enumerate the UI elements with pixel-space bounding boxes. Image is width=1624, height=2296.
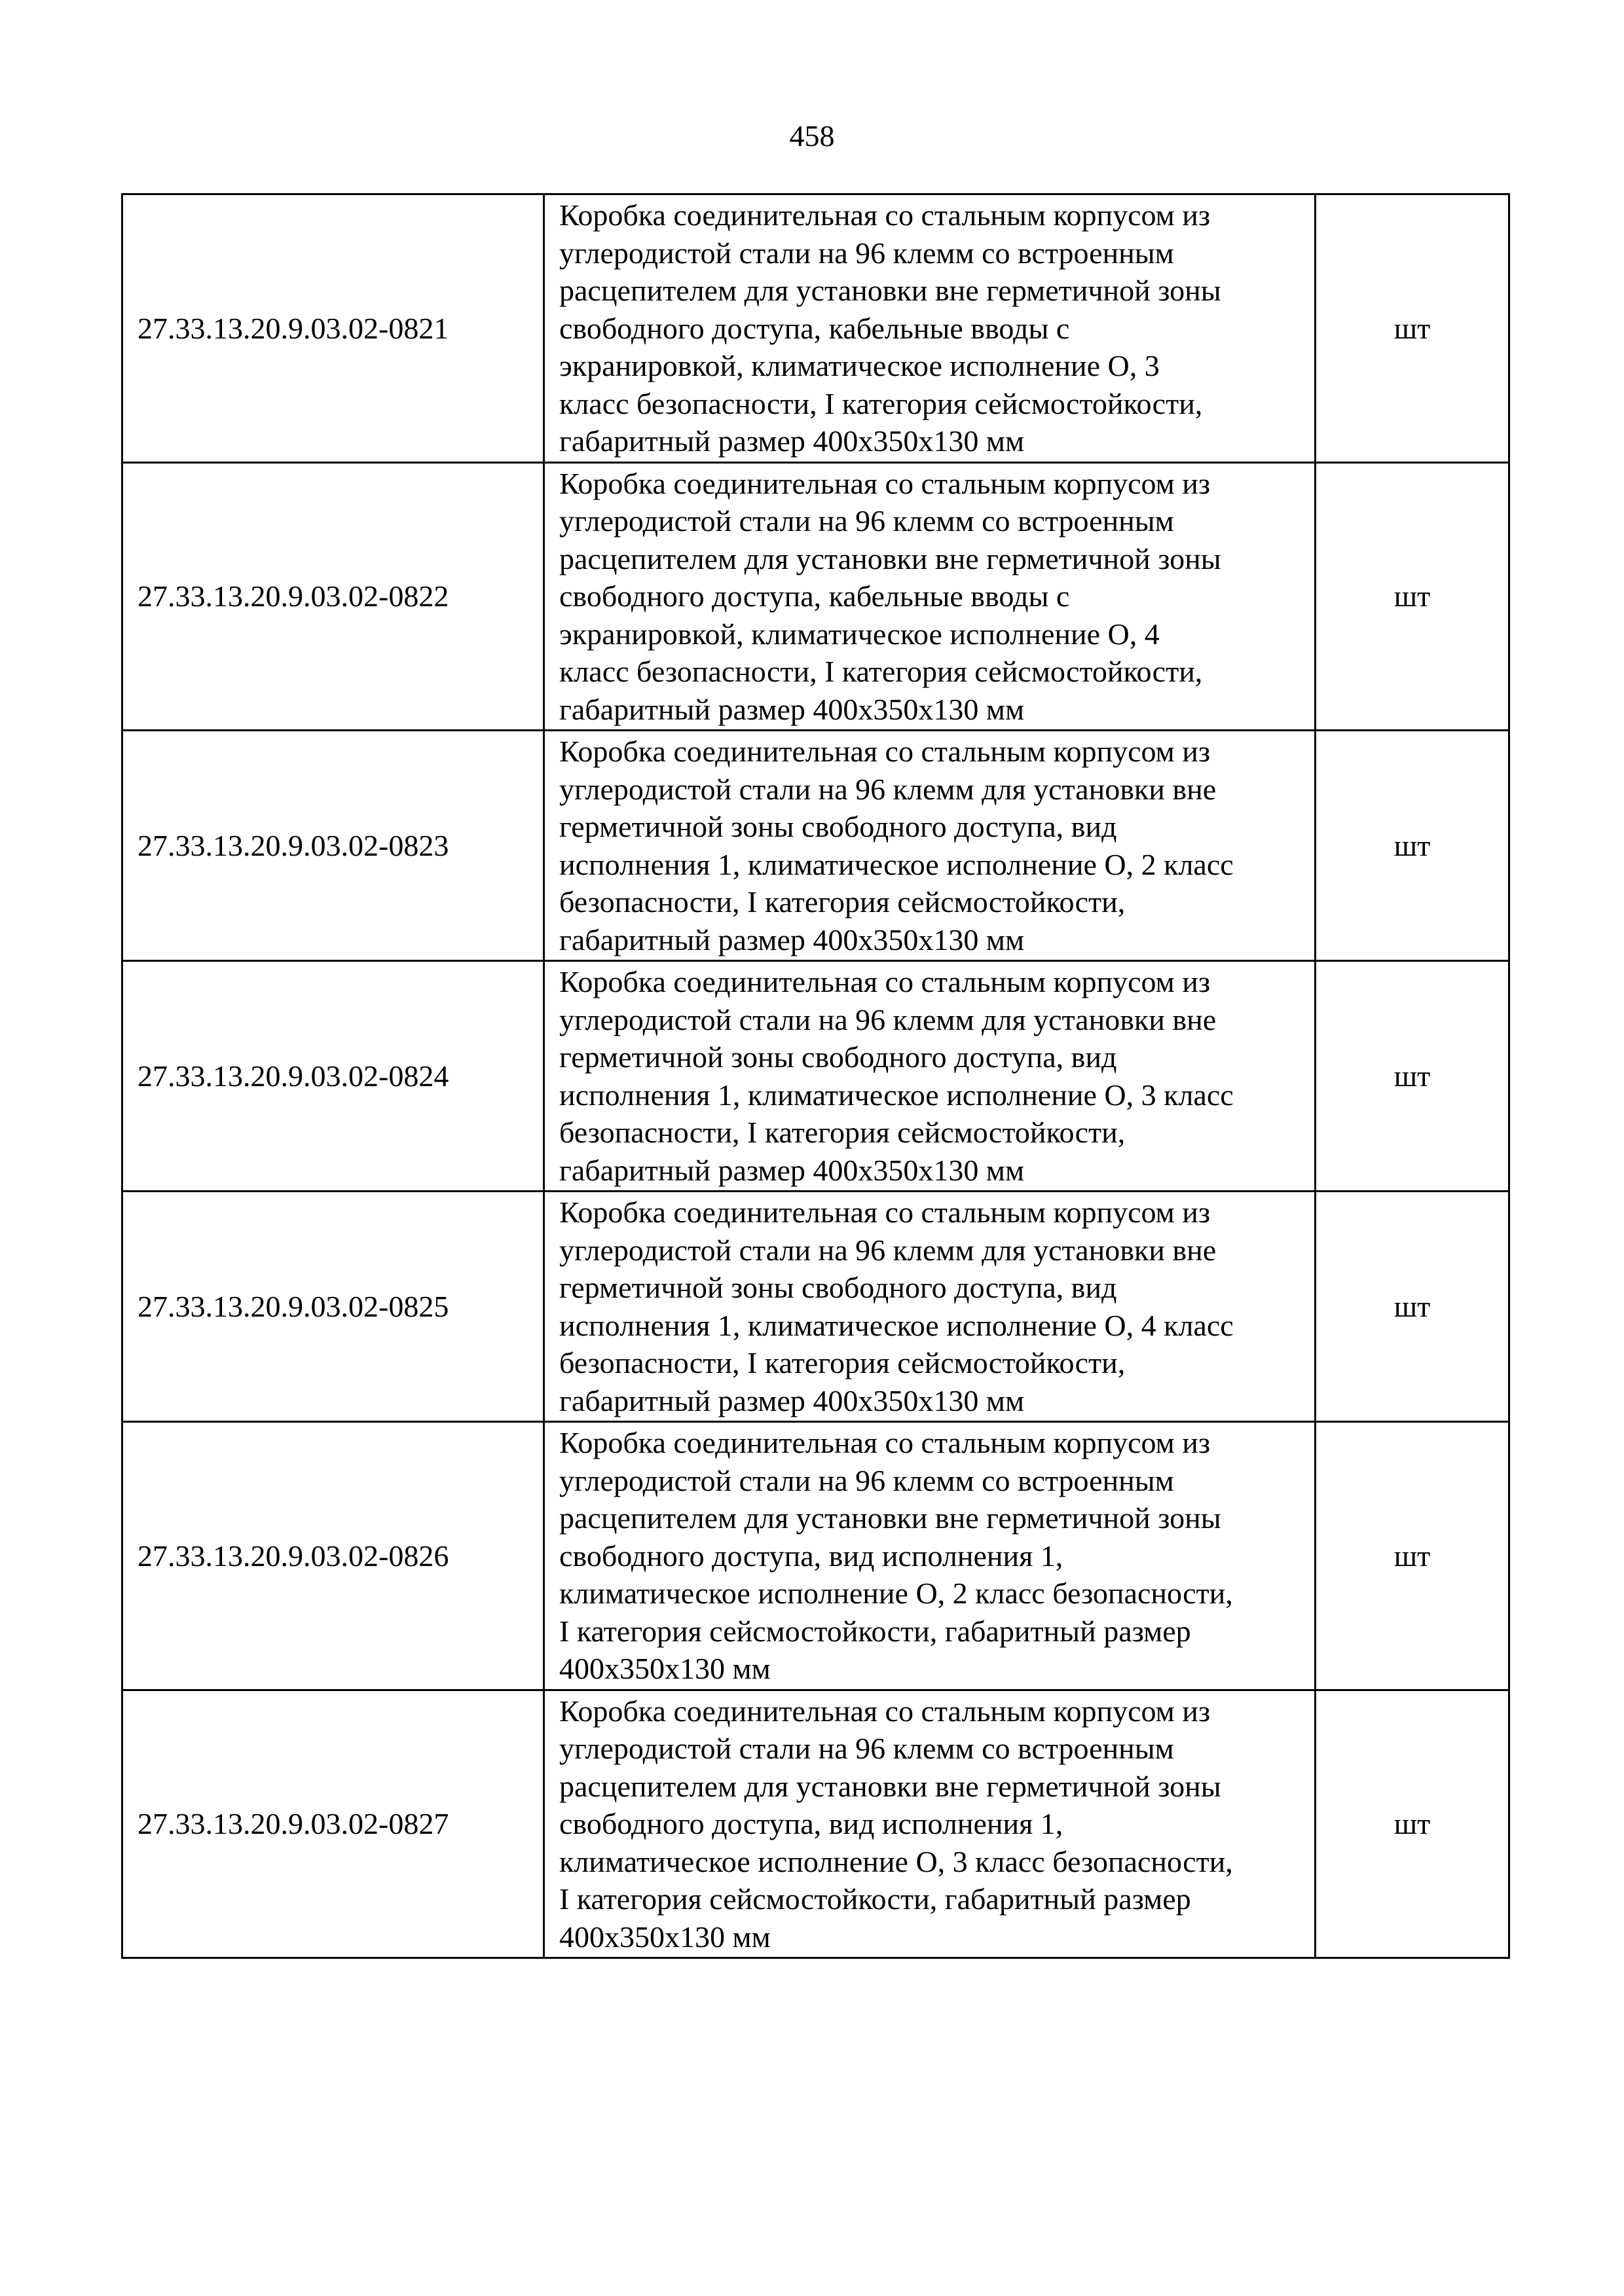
description-line: исполнения 1, климатическое исполнение О, 2 класс	[559, 847, 1234, 881]
description-line: углеродистой стали на 96 клемм для установки вне	[559, 772, 1217, 806]
table-body	[122, 194, 1509, 1958]
unit-cell: шт	[1316, 1422, 1509, 1690]
table-row	[122, 1690, 1509, 1958]
description-line: герметичной зоны свободного доступа, вид	[559, 810, 1117, 843]
item-description-cell	[544, 961, 1316, 1192]
item-description-cell	[544, 731, 1316, 961]
description-line: Коробка соединительная со стальным корпусом из	[559, 1426, 1211, 1459]
item-code-cell: 27.33.13.20.9.03.02-0824	[122, 961, 544, 1192]
description-line: исполнения 1, климатическое исполнение О, 4 класс	[559, 1308, 1234, 1342]
description-line: Коробка соединительная со стальным корпусом из	[559, 965, 1211, 998]
description-line: I категория сейсмостойкости, габаритный размер	[559, 1882, 1191, 1916]
table-row	[122, 462, 1509, 731]
equipment-table	[121, 193, 1510, 1959]
description-line: расцепителем для установки вне герметичной зоны	[559, 1769, 1221, 1803]
description-line: свободного доступа, вид исполнения 1,	[559, 1807, 1063, 1840]
unit-cell: шт	[1316, 961, 1509, 1192]
description-line: I категория сейсмостойкости, габаритный размер	[559, 1614, 1191, 1648]
page-number: 458	[789, 119, 835, 153]
description-line: класс безопасности, I категория сейсмостойкости,	[559, 655, 1203, 688]
description-line: безопасности, I категория сейсмостойкости,	[559, 885, 1126, 919]
item-code-cell: 27.33.13.20.9.03.02-0823	[122, 731, 544, 961]
unit-cell: шт	[1316, 194, 1509, 463]
description-line: габаритный размер 400х350х130 мм	[559, 1153, 1025, 1187]
item-code-cell: 27.33.13.20.9.03.02-0826	[122, 1422, 544, 1690]
item-code-cell: 27.33.13.20.9.03.02-0822	[122, 462, 544, 731]
item-description-cell	[544, 1192, 1316, 1422]
description-line: безопасности, I категория сейсмостойкости,	[559, 1116, 1126, 1149]
description-line: углеродистой стали на 96 клемм со встроенным	[559, 1463, 1174, 1497]
item-code-cell: 27.33.13.20.9.03.02-0821	[122, 194, 544, 463]
description-line: экранировкой, климатическое исполнение О, 3	[559, 349, 1160, 382]
description-line: расцепителем для установки вне герметичной зоны	[559, 1501, 1221, 1535]
description-line: Коробка соединительная со стальным корпусом из	[559, 735, 1211, 768]
description-line: исполнения 1, климатическое исполнение О, 3 класс	[559, 1078, 1234, 1112]
description-line: Коробка соединительная со стальным корпусом из	[559, 1195, 1211, 1229]
description-line: свободного доступа, вид исполнения 1,	[559, 1539, 1063, 1573]
table-row	[122, 961, 1509, 1192]
description-line: углеродистой стали на 96 клемм для установки вне	[559, 1233, 1217, 1267]
unit-cell: шт	[1316, 1690, 1509, 1958]
description-line: габаритный размер 400х350х130 мм	[559, 692, 1025, 726]
item-description-cell	[544, 1690, 1316, 1958]
description-line: углеродистой стали на 96 клемм для установки вне	[559, 1002, 1217, 1036]
description-line: Коробка соединительная со стальным корпусом из	[559, 466, 1211, 500]
description-line: герметичной зоны свободного доступа, вид	[559, 1271, 1117, 1304]
description-line: габаритный размер 400х350х130 мм	[559, 1383, 1025, 1417]
unit-cell: шт	[1316, 462, 1509, 731]
description-line: Коробка соединительная со стальным корпусом из	[559, 198, 1211, 232]
item-description-cell	[544, 462, 1316, 731]
description-line: климатическое исполнение О, 2 класс безопасности,	[559, 1576, 1233, 1610]
description-line: углеродистой стали на 96 клемм со встроенным	[559, 1732, 1174, 1765]
description-line: 400х350х130 мм	[559, 1652, 771, 1685]
description-line: 400х350х130 мм	[559, 1920, 771, 1954]
description-line: свободного доступа, кабельные вводы с	[559, 579, 1070, 613]
unit-cell: шт	[1316, 1192, 1509, 1422]
description-line: класс безопасности, I категория сейсмостойкости,	[559, 386, 1203, 420]
description-line: габаритный размер 400х350х130 мм	[559, 424, 1025, 458]
description-line: климатическое исполнение О, 3 класс безопасности,	[559, 1844, 1233, 1878]
item-description-cell	[544, 194, 1316, 463]
description-line: Коробка соединительная со стальным корпусом из	[559, 1694, 1211, 1728]
description-line: углеродистой стали на 96 клемм со встроенным	[559, 236, 1174, 270]
item-code-cell: 27.33.13.20.9.03.02-0825	[122, 1192, 544, 1422]
description-line: экранировкой, климатическое исполнение О, 4	[559, 617, 1160, 651]
description-line: габаритный размер 400х350х130 мм	[559, 922, 1025, 957]
unit-cell: шт	[1316, 731, 1509, 961]
description-line: безопасности, I категория сейсмостойкости,	[559, 1346, 1126, 1379]
table-row	[122, 1192, 1509, 1422]
item-description-cell	[544, 1422, 1316, 1690]
description-line: расцепителем для установки вне герметичной зоны	[559, 541, 1221, 575]
description-line: расцепителем для установки вне герметичной зоны	[559, 274, 1221, 307]
table-row	[122, 1422, 1509, 1690]
table-row	[122, 194, 1509, 463]
description-line: свободного доступа, кабельные вводы с	[559, 311, 1070, 345]
item-code-cell: 27.33.13.20.9.03.02-0827	[122, 1690, 544, 1958]
table-row	[122, 731, 1509, 961]
description-line: углеродистой стали на 96 клемм со встроенным	[559, 504, 1174, 538]
description-line: герметичной зоны свободного доступа, вид	[559, 1040, 1117, 1074]
